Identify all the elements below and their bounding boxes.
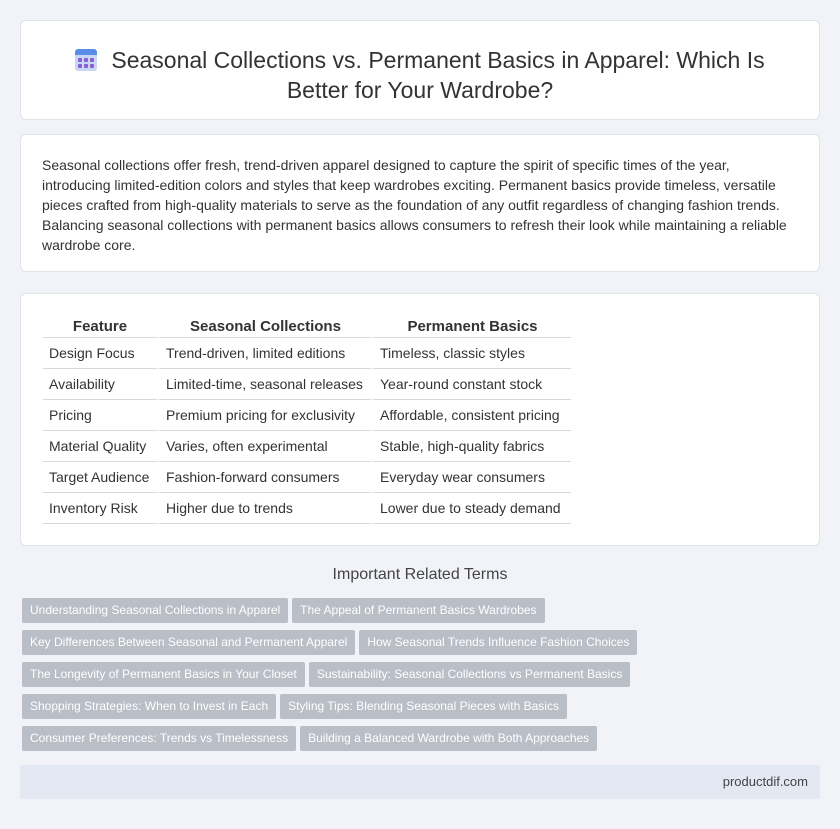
intro-card [20, 134, 820, 272]
table-row [43, 369, 571, 400]
related-terms-list [22, 598, 802, 758]
table-cell: Year-round constant stock [371, 369, 571, 400]
page-title [21, 45, 819, 105]
intro-paragraph: Seasonal collections offer fresh, trend-driven apparel designed to capture the spirit of specific times of the year, introducing limited-edition colors and styles that keep wardrobes exciting. Permanent basics provide timeless, versatile pieces crafted from high-quality materials to serve as the foundation of any outfit regardless of changing fashion trends. Balancing seasonal collections with permanent basics allows consumers to refresh their look while maintaining a reliable wardrobe core. [42, 157, 787, 253]
table-cell: Material Quality [43, 431, 157, 462]
table-cell: Everyday wear consumers [371, 462, 571, 493]
table-row [43, 462, 571, 493]
table-row [43, 338, 571, 369]
table-cell: Premium pricing for exclusivity [157, 400, 371, 431]
header-card [20, 20, 820, 120]
related-term-link[interactable]: The Appeal of Permanent Basics Wardrobes [292, 598, 544, 623]
calendar-icon [75, 49, 97, 71]
footer-site-name: productdif.com [722, 774, 808, 789]
related-term-link[interactable]: Consumer Preferences: Trends vs Timelessness [22, 726, 296, 751]
table-cell: Target Audience [43, 462, 157, 493]
comparison-card [20, 293, 820, 546]
table-cell: Varies, often experimental [157, 431, 371, 462]
comparison-table [43, 316, 571, 524]
table-cell: Limited-time, seasonal releases [157, 369, 371, 400]
table-cell: Design Focus [43, 338, 157, 369]
related-term-link[interactable]: Sustainability: Seasonal Collections vs Permanent Basics [309, 662, 630, 687]
column-header-feature: Feature [43, 316, 157, 338]
column-header-seasonal: Seasonal Collections [157, 316, 371, 338]
table-cell: Higher due to trends [157, 493, 371, 524]
table-cell: Timeless, classic styles [371, 338, 571, 369]
table-row [43, 431, 571, 462]
table-cell: Affordable, consistent pricing [371, 400, 571, 431]
table-cell: Availability [43, 369, 157, 400]
related-term-link[interactable]: How Seasonal Trends Influence Fashion Choices [359, 630, 637, 655]
table-cell: Inventory Risk [43, 493, 157, 524]
page-title-text: Seasonal Collections vs. Permanent Basics in Apparel: Which Is Better for Your Wardrobe? [111, 47, 765, 103]
table-cell: Pricing [43, 400, 157, 431]
table-cell: Lower due to steady demand [371, 493, 571, 524]
related-terms-heading: Important Related Terms [332, 566, 508, 583]
table-cell: Fashion-forward consumers [157, 462, 371, 493]
related-term-link[interactable]: The Longevity of Permanent Basics in Your Closet [22, 662, 305, 687]
table-row [43, 493, 571, 524]
related-term-link[interactable]: Understanding Seasonal Collections in Apparel [22, 598, 288, 623]
related-term-link[interactable]: Shopping Strategies: When to Invest in Each [22, 694, 276, 719]
table-header-row [43, 316, 571, 338]
table-cell: Trend-driven, limited editions [157, 338, 371, 369]
table-row [43, 400, 571, 431]
related-term-link[interactable]: Building a Balanced Wardrobe with Both Approaches [300, 726, 597, 751]
footer [20, 765, 820, 799]
related-term-link[interactable]: Key Differences Between Seasonal and Permanent Apparel [22, 630, 355, 655]
table-cell: Stable, high-quality fabrics [371, 431, 571, 462]
column-header-permanent: Permanent Basics [371, 316, 571, 338]
related-term-link[interactable]: Styling Tips: Blending Seasonal Pieces with Basics [280, 694, 567, 719]
